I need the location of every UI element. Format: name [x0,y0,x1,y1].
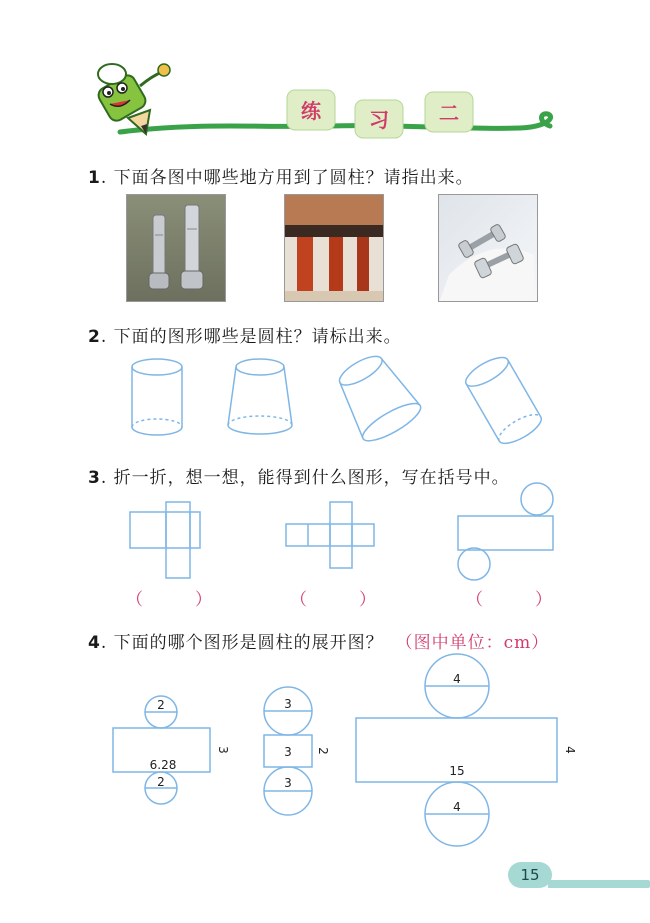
shape-truncated-cone [228,359,292,434]
paren-open: （ [290,590,307,610]
net-cylinder [458,483,553,580]
photo-flashlights [126,194,226,302]
shape-tilted-frustum [329,355,426,447]
net3-bottom-label: 4 [453,800,461,814]
paren-open: （ [466,590,483,610]
title-char-3: 二 [439,101,459,125]
answer-paren-2[interactable] [290,585,376,610]
question-number: 3 [88,468,101,488]
question-text: 下面的哪个图形是圆柱的展开图？ [113,633,384,653]
shape-upright-cylinder [132,359,182,435]
pencil-mascot-icon [96,64,170,134]
title-char-2: 习 [369,108,389,132]
question-1: 1. 下面各图中哪些地方用到了圆柱？请指出来。 [88,168,474,188]
net3-width-label: 15 [449,764,465,778]
net3-top-label: 4 [453,672,461,686]
photo-palace-columns [284,194,384,302]
paren-close: ） [359,590,376,610]
nets-row-q4 [0,650,650,850]
paren-close: ） [195,590,212,610]
question-number: 1 [88,168,101,188]
question-4: 4. 下面的哪个图形是圆柱的展开图？ （图中单位：cm） [88,633,550,653]
net2-top-label: 3 [284,697,292,711]
paren-open: （ [126,590,143,610]
dumbbells-image [439,195,538,302]
unit-note: （图中单位：cm） [395,633,550,653]
nets-row-q3 [0,480,650,585]
net-cuboid [130,502,200,578]
net1-height-label: 3 [216,746,230,754]
answer-paren-3[interactable] [466,585,552,610]
net1-width-label: 6.28 [149,758,177,772]
flashlights-image [127,195,226,302]
page-number: 15 [508,862,552,888]
question-number: 4 [88,633,101,653]
net2-middle-label: 3 [284,745,292,759]
shapes-row-q2 [0,355,650,450]
page-footer-bar [548,880,650,888]
question-text: 下面各图中哪些地方用到了圆柱？请指出来。 [113,168,474,188]
question-text: 折一折，想一想，能得到什么图形，写在括号中。 [113,468,510,488]
palace-columns-image [285,195,384,302]
net1-top-label: 2 [157,698,165,712]
question-2: 2. 下面的图形哪些是圆柱？请标出来。 [88,327,402,347]
net3-height-label: 4 [563,746,577,754]
net1-bottom-label: 2 [157,775,165,789]
net-cube [286,502,374,568]
header-banner [0,0,650,150]
shape-tilted-cylinder [462,355,546,449]
question-number: 2 [88,327,101,347]
paren-close: ） [535,590,552,610]
answer-paren-1[interactable] [126,585,212,610]
photo-dumbbells [438,194,538,302]
net2-side-label: 2 [316,747,330,755]
question-3: 3. 折一折，想一想，能得到什么图形，写在括号中。 [88,468,510,488]
net2-bottom-label: 3 [284,776,292,790]
question-text: 下面的图形哪些是圆柱？请标出来。 [113,327,402,347]
title-char-1: 练 [301,99,321,123]
